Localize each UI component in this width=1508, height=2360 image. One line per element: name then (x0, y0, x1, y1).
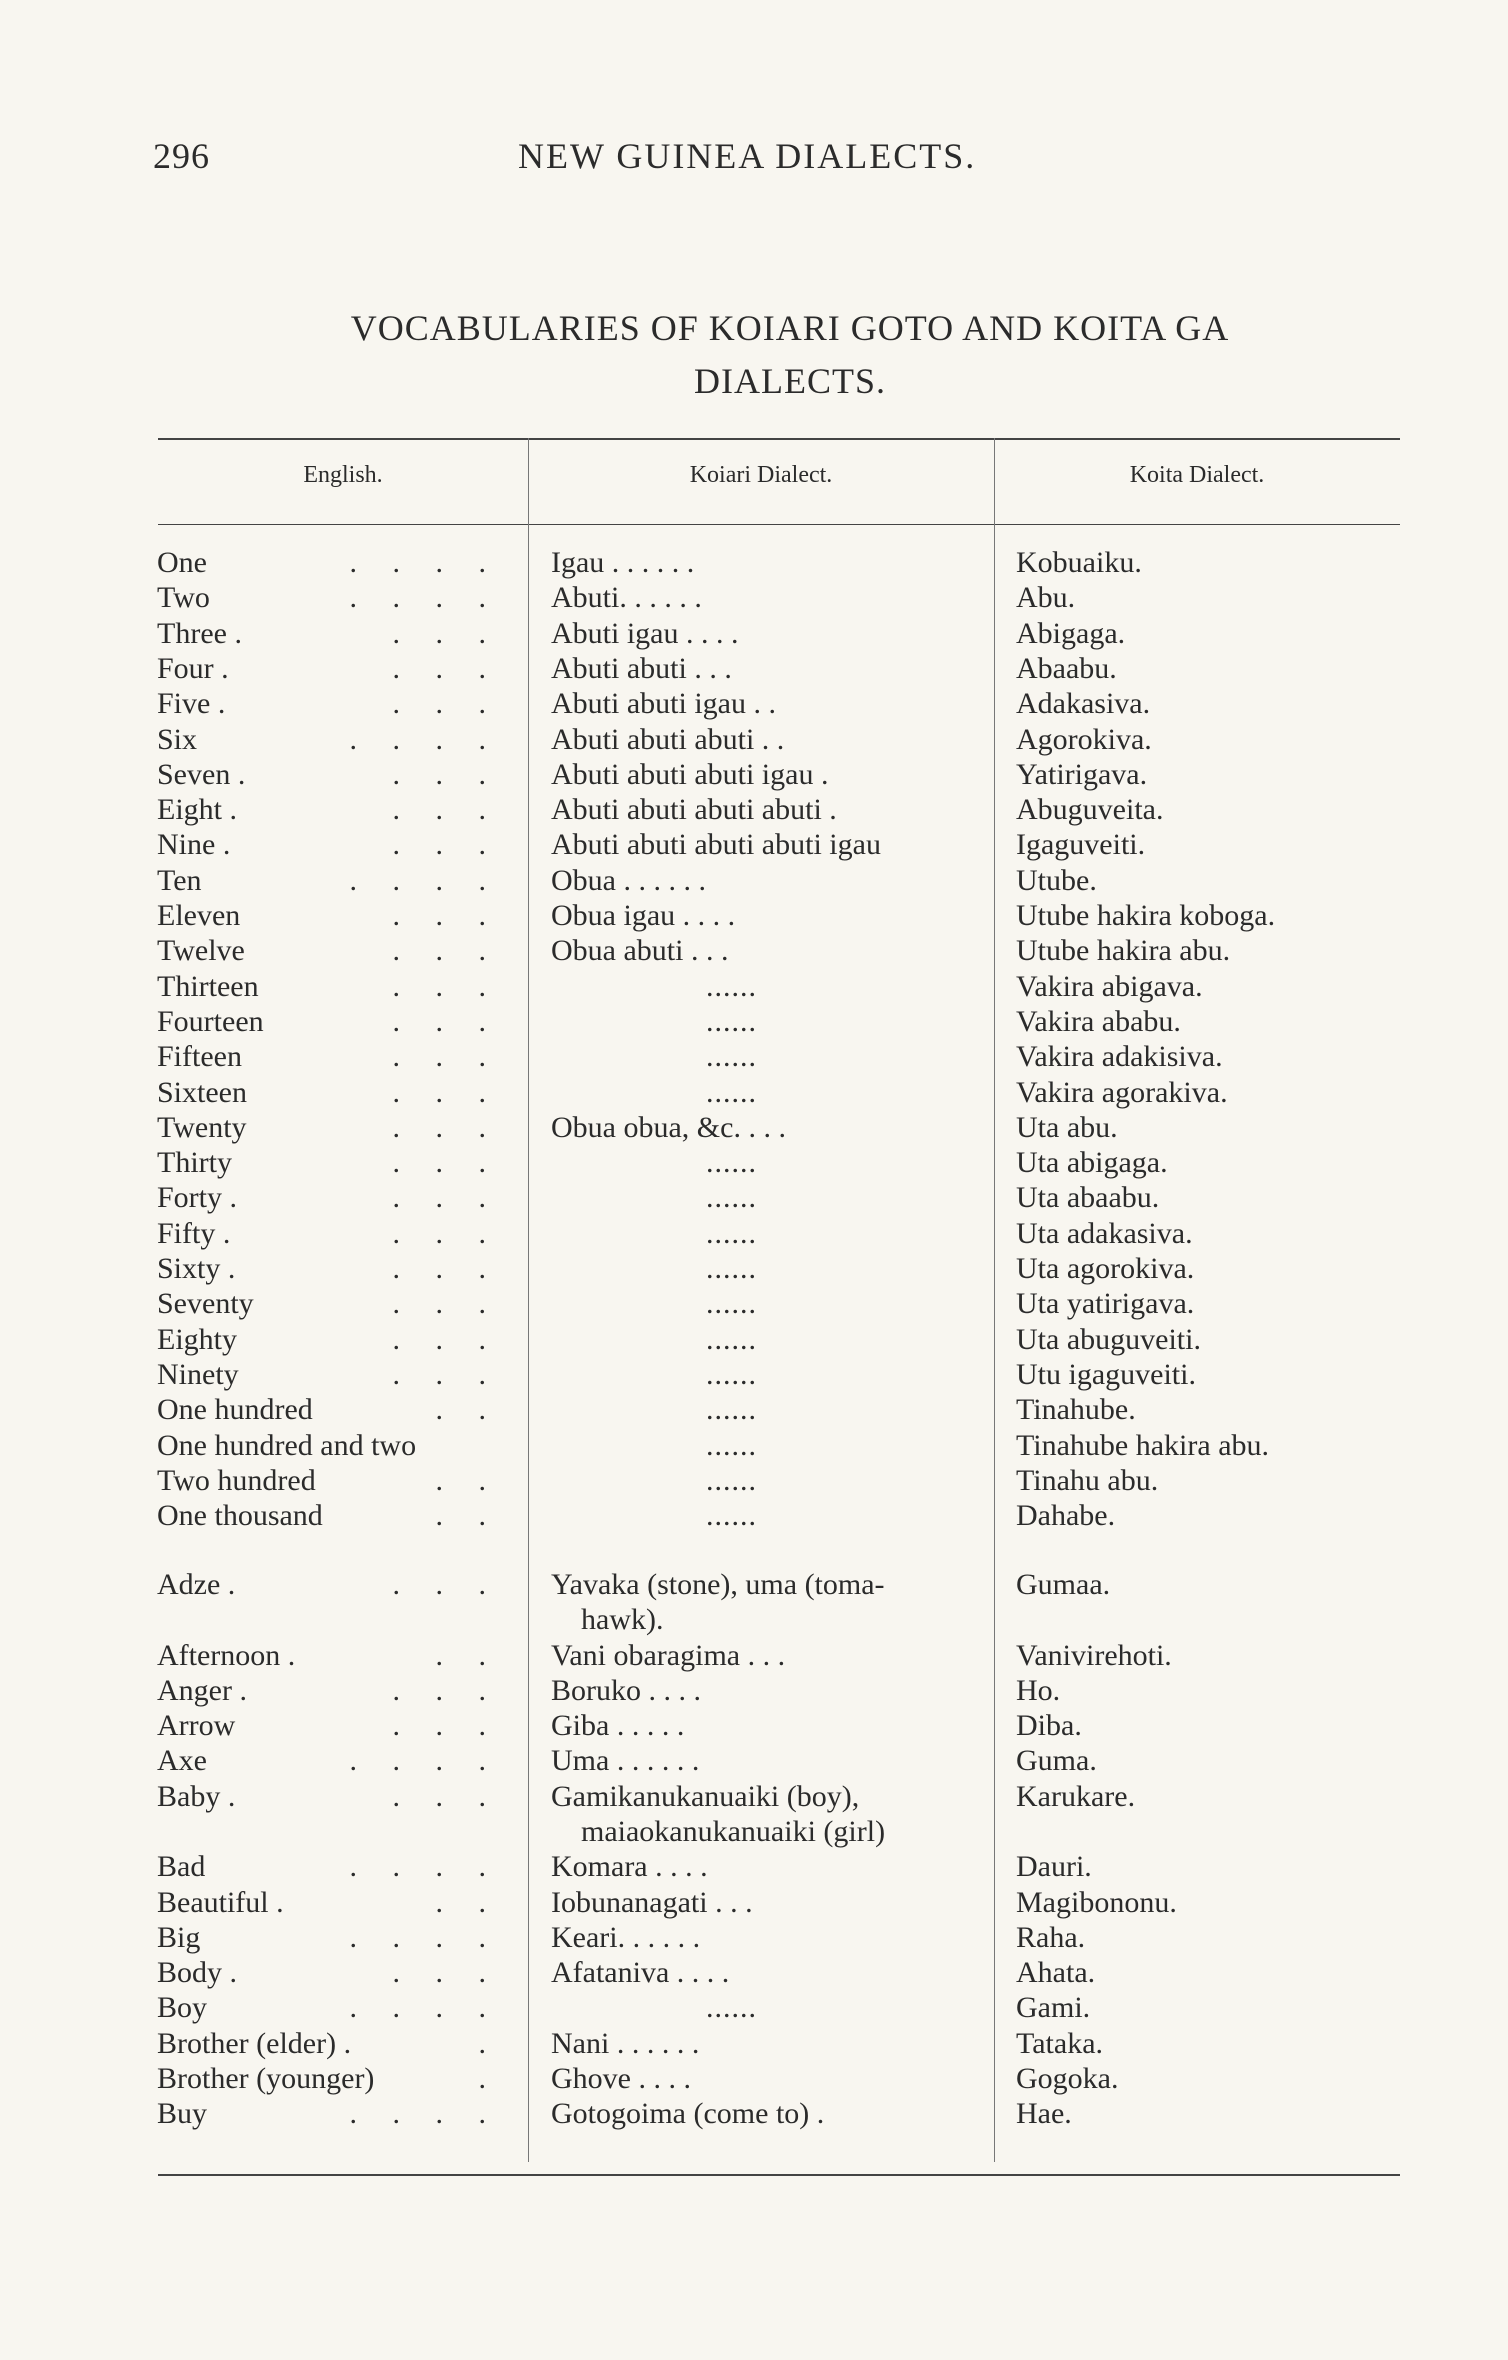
koiari-word-text: Obua . . . . . . (551, 863, 706, 897)
english-word: Thirty (157, 1146, 232, 1180)
koita-word: Dauri. (1016, 1850, 1092, 1884)
koiari-word-continuation: maiaokanukanuaiki (girl) (581, 1814, 886, 1848)
english-leader-dots: . . . . (349, 1744, 500, 1778)
koiari-word-text: Vani obaragima . . . (551, 1638, 786, 1672)
koiari-word (551, 651, 991, 686)
koita-word: Utu igaguveiti. (1016, 1357, 1196, 1391)
koiari-word (551, 898, 991, 933)
koiari-blank: ...... (706, 1463, 757, 1497)
koita-word: Vakira abigava. (1016, 969, 1203, 1003)
koiari-blank: ...... (706, 1287, 757, 1321)
koiari-word-text: Ghove . . . . (551, 2062, 691, 2095)
koiari-word-text: Afataniva . . . . (551, 1956, 730, 1990)
english-word: Body . (157, 1956, 238, 1990)
koiari-word (551, 1216, 991, 1251)
page-number: 296 (153, 136, 210, 176)
koiari-word-text: Obua igau . . . . (551, 899, 736, 932)
english-word: Fourteen (157, 1004, 264, 1038)
koiari-word (551, 1955, 991, 1990)
koiari-word-text: Uma . . . . . . (551, 1744, 700, 1778)
koiari-blank: ...... (706, 1991, 757, 2025)
page-header (0, 135, 1508, 185)
koita-word: Uta abuguveiti. (1016, 1322, 1201, 1356)
english-word: Ten (157, 863, 202, 897)
koiari-word (551, 1039, 991, 1074)
koita-word: Uta yatirigava. (1016, 1287, 1195, 1321)
english-word: Two (157, 581, 210, 615)
english-leader-dots: . . . (392, 651, 500, 685)
koiari-word (551, 1885, 991, 1920)
english-word: Four . (157, 651, 229, 685)
koiari-word-text: Abuti abuti abuti . . (551, 722, 785, 756)
english-word: Eight . (157, 793, 237, 827)
koita-word: Kobuaiku. (1016, 546, 1142, 579)
english-leader-dots: . . . (392, 1322, 500, 1356)
english-word: One (157, 546, 207, 579)
koita-word: Vakira ababu. (1016, 1004, 1181, 1038)
english-leader-dots: . . . (392, 1040, 500, 1074)
english-leader-dots: . . . (392, 1216, 500, 1250)
koiari-word (551, 827, 991, 862)
koita-word: Utube hakira koboga. (1016, 899, 1276, 932)
koiari-blank: ...... (706, 1040, 757, 1074)
koiari-word (551, 1567, 981, 1637)
koiari-word (551, 1286, 991, 1321)
koiari-word (551, 722, 991, 757)
koiari-word (551, 1779, 981, 1849)
koita-word: Utube hakira abu. (1016, 934, 1231, 968)
english-leader-dots: . . . . (349, 1850, 500, 1884)
english-word: Seven . (157, 757, 246, 791)
koita-word: Abigaga. (1016, 616, 1126, 650)
koiari-word-continuation: hawk). (581, 1603, 664, 1636)
english-word: Brother (younger) (157, 2062, 375, 2095)
english-word: Forty . (157, 1181, 238, 1215)
english-word: Buy (157, 2097, 208, 2131)
koita-word: Gogoka. (1016, 2062, 1119, 2095)
koiari-word-text: Iobunanagati . . . (551, 1885, 753, 1919)
koiari-word (551, 580, 991, 615)
english-leader-dots: . . . (392, 793, 500, 827)
koiari-word-text: Gotogoima (come to) . (551, 2097, 825, 2131)
koita-word: Abuguveita. (1016, 793, 1164, 827)
english-word: Bad (157, 1850, 206, 1884)
koita-word: Guma. (1016, 1744, 1097, 1778)
koiari-word (551, 1990, 991, 2025)
english-leader-dots: . . . (392, 969, 500, 1003)
koiari-word (551, 1428, 991, 1463)
koita-word: Karukare. (1016, 1779, 1136, 1813)
koiari-word (551, 686, 991, 721)
english-leader-dots: . . . (392, 1075, 500, 1109)
koiari-word-text: Obua abuti . . . (551, 934, 729, 968)
koiari-word (551, 1357, 991, 1392)
koiari-blank: ...... (706, 1357, 757, 1391)
column-header-koita: Koita Dialect. (1129, 462, 1265, 488)
title-line-2: DIALECTS. (694, 361, 886, 401)
koita-word: Tinahube hakira abu. (1016, 1428, 1270, 1462)
koita-word: Gami. (1016, 1991, 1091, 2025)
koiari-word (551, 1743, 991, 1778)
english-leader-dots: . . (435, 1638, 500, 1672)
page-title (200, 302, 1380, 408)
koiari-blank: ...... (706, 1146, 757, 1180)
table-header-rule (158, 524, 1400, 525)
koita-word: Raha. (1016, 1920, 1086, 1954)
english-word: Two hundred (157, 1463, 316, 1497)
english-word: Six (157, 722, 198, 756)
column-header-koiari: Koiari Dialect. (689, 462, 833, 488)
koiari-word-text: Komara . . . . (551, 1850, 708, 1884)
koita-word: Uta adakasiva. (1016, 1216, 1193, 1250)
english-word: Twelve (157, 934, 245, 968)
english-leader-dots: . . . (392, 1252, 500, 1285)
english-word: Three . (157, 616, 242, 650)
koita-word: Adakasiva. (1016, 687, 1151, 721)
english-leader-dots: . . (435, 1499, 500, 1533)
koiari-word (551, 1849, 991, 1884)
koiari-word-text: Abuti abuti abuti abuti . (551, 793, 837, 827)
english-leader-dots: . . . (392, 616, 500, 650)
koita-word: Tinahube. (1016, 1393, 1136, 1427)
koita-word: Hae. (1016, 2097, 1072, 2131)
english-word: Nine . (157, 828, 231, 862)
english-leader-dots: . . . . (349, 1991, 500, 2025)
english-leader-dots: . . . (392, 1779, 500, 1813)
koiari-blank: ...... (706, 1004, 757, 1038)
koita-word: Agorokiva. (1016, 722, 1152, 756)
koita-word: Magibononu. (1016, 1885, 1177, 1919)
english-leader-dots: . . . (392, 1673, 500, 1707)
koita-word: Utube. (1016, 863, 1097, 897)
english-leader-dots: . . . (392, 934, 500, 968)
koiari-word (551, 616, 991, 651)
koiari-word (551, 2061, 991, 2096)
koiari-word (551, 1322, 991, 1357)
english-word: Big (157, 1920, 201, 1954)
title-line-1: VOCABULARIES OF KOIARI GOTO AND KOITA GA (350, 308, 1230, 348)
koiari-word (551, 1145, 991, 1180)
english-leader-dots: . (478, 2062, 500, 2095)
english-word: Adze . (157, 1568, 236, 1601)
english-leader-dots: . . (435, 1393, 500, 1427)
koiari-word (551, 2026, 991, 2061)
english-word: Five . (157, 687, 226, 721)
koiari-word-text: Obua obua, &c. . . . (551, 1110, 786, 1144)
koiari-word (551, 757, 991, 792)
koita-word: Igaguveiti. (1016, 828, 1146, 862)
koiari-word-text: Abuti abuti abuti abuti igau (551, 828, 881, 862)
english-leader-dots: . . (435, 1885, 500, 1919)
english-leader-dots: . . . . (349, 863, 500, 897)
column-divider-1 (528, 438, 529, 2162)
koiari-word (551, 1392, 991, 1427)
english-word: Thirteen (157, 969, 259, 1003)
koita-word: Vakira agorakiva. (1016, 1075, 1228, 1109)
english-word: Arrow (157, 1709, 236, 1743)
english-leader-dots: . . . (392, 1146, 500, 1180)
koiari-word-text: Abuti abuti . . . (551, 651, 732, 685)
koiari-blank: ...... (706, 1322, 757, 1356)
english-leader-dots: . . . (392, 899, 500, 932)
koiari-word-text: Nani . . . . . . (551, 2026, 700, 2060)
english-word: Brother (elder) . (157, 2026, 352, 2060)
koiari-word (551, 1920, 991, 1955)
koiari-word (551, 1110, 991, 1145)
koiari-word (551, 545, 991, 580)
koiari-blank: ...... (706, 1428, 757, 1462)
koiari-blank: ...... (706, 1252, 757, 1285)
english-leader-dots: . . . . (349, 2097, 500, 2131)
koiari-word (551, 2096, 991, 2131)
english-word: Fifty . (157, 1216, 231, 1250)
koiari-word-text: Igau . . . . . . (551, 546, 695, 579)
english-leader-dots: . . . (392, 1709, 500, 1743)
koiari-word-text: Giba . . . . . (551, 1709, 685, 1743)
koiari-word-text: Gamikanukanuaiki (boy), (551, 1779, 860, 1813)
koiari-word (551, 1004, 991, 1039)
english-word: Eleven (157, 899, 241, 932)
english-leader-dots: . . . . (349, 581, 500, 615)
koiari-word (551, 1075, 991, 1110)
koiari-word (551, 1498, 991, 1533)
koita-word: Uta abaabu. (1016, 1181, 1160, 1215)
koiari-word-text: Abuti igau . . . . (551, 616, 739, 650)
koita-word: Tataka. (1016, 2026, 1104, 2060)
koita-word: Ahata. (1016, 1956, 1096, 1990)
koiari-word (551, 1708, 991, 1743)
english-word: Boy (157, 1991, 208, 2025)
koita-word: Uta abu. (1016, 1110, 1118, 1144)
english-leader-dots: . . . (392, 687, 500, 721)
koita-word: Vanivirehoti. (1016, 1638, 1172, 1672)
koiari-word (551, 933, 991, 968)
koiari-blank: ...... (706, 969, 757, 1003)
koiari-word (551, 969, 991, 1004)
english-word: Twenty (157, 1110, 247, 1144)
english-word: Afternoon . (157, 1638, 296, 1672)
koiari-blank: ...... (706, 1499, 757, 1533)
koita-word: Yatirigava. (1016, 757, 1148, 791)
koiari-word-text: Yavaka (stone), uma (toma- (551, 1568, 885, 1601)
koiari-blank: ...... (706, 1216, 757, 1250)
english-leader-dots: . . . (392, 1568, 500, 1601)
english-word: Anger . (157, 1673, 247, 1707)
koita-word: Gumaa. (1016, 1568, 1111, 1601)
koita-word: Dahabe. (1016, 1499, 1116, 1533)
english-leader-dots: . . . . (349, 722, 500, 756)
koita-word: Diba. (1016, 1709, 1082, 1743)
koiari-blank: ...... (706, 1075, 757, 1109)
koiari-word (551, 1638, 991, 1673)
english-leader-dots: . . . (392, 1956, 500, 1990)
table-top-rule (158, 438, 1400, 440)
koita-word: Abaabu. (1016, 651, 1117, 685)
koiari-word (551, 1463, 991, 1498)
koiari-word-text: Abuti abuti igau . . (551, 687, 776, 721)
english-leader-dots: . . . (392, 1181, 500, 1215)
column-header-english: English. (303, 462, 383, 488)
column-divider-2 (994, 438, 995, 2162)
koita-word: Uta agorokiva. (1016, 1252, 1195, 1285)
koiari-word (551, 792, 991, 827)
english-word: Sixty . (157, 1252, 236, 1285)
koiari-blank: ...... (706, 1181, 757, 1215)
koiari-blank: ...... (706, 1393, 757, 1427)
english-word: Seventy (157, 1287, 254, 1321)
english-word: Sixteen (157, 1075, 247, 1109)
koiari-word (551, 1180, 991, 1215)
english-word: Baby . (157, 1779, 236, 1813)
english-word: Beautiful . (157, 1885, 284, 1919)
koiari-word-text: Keari. . . . . . (551, 1920, 701, 1954)
koita-word: Tinahu abu. (1016, 1463, 1159, 1497)
english-word: Fifteen (157, 1040, 242, 1074)
running-title: NEW GUINEA DIALECTS. (518, 136, 977, 176)
koiari-word (551, 863, 991, 898)
koiari-word-text: Boruko . . . . (551, 1673, 701, 1707)
english-leader-dots: . . . (392, 1357, 500, 1391)
koita-word: Vakira adakisiva. (1016, 1040, 1223, 1074)
english-word: One hundred (157, 1393, 313, 1427)
english-leader-dots: . . . (392, 757, 500, 791)
english-leader-dots: . . . (392, 1287, 500, 1321)
koita-word: Ho. (1016, 1673, 1061, 1707)
english-leader-dots: . (478, 2026, 500, 2060)
english-leader-dots: . . . (392, 1110, 500, 1144)
english-leader-dots: . . . (392, 1004, 500, 1038)
english-word: Eighty (157, 1322, 237, 1356)
english-leader-dots: . . (435, 1463, 500, 1497)
table-bottom-rule (158, 2174, 1400, 2176)
koiari-word-text: Abuti abuti abuti igau . (551, 757, 829, 791)
koita-word: Abu. (1016, 581, 1076, 615)
english-leader-dots: . . . . (349, 546, 500, 579)
english-leader-dots: . . . (392, 828, 500, 862)
english-word: Ninety (157, 1357, 239, 1391)
english-word: One hundred and two (157, 1428, 417, 1462)
koita-word: Uta abigaga. (1016, 1146, 1168, 1180)
english-word: One thousand (157, 1499, 323, 1533)
koiari-word-text: Abuti. . . . . . (551, 581, 702, 615)
koiari-word (551, 1673, 991, 1708)
koiari-word (551, 1251, 991, 1286)
english-leader-dots: . . . . (349, 1920, 500, 1954)
english-word: Axe (157, 1744, 207, 1778)
